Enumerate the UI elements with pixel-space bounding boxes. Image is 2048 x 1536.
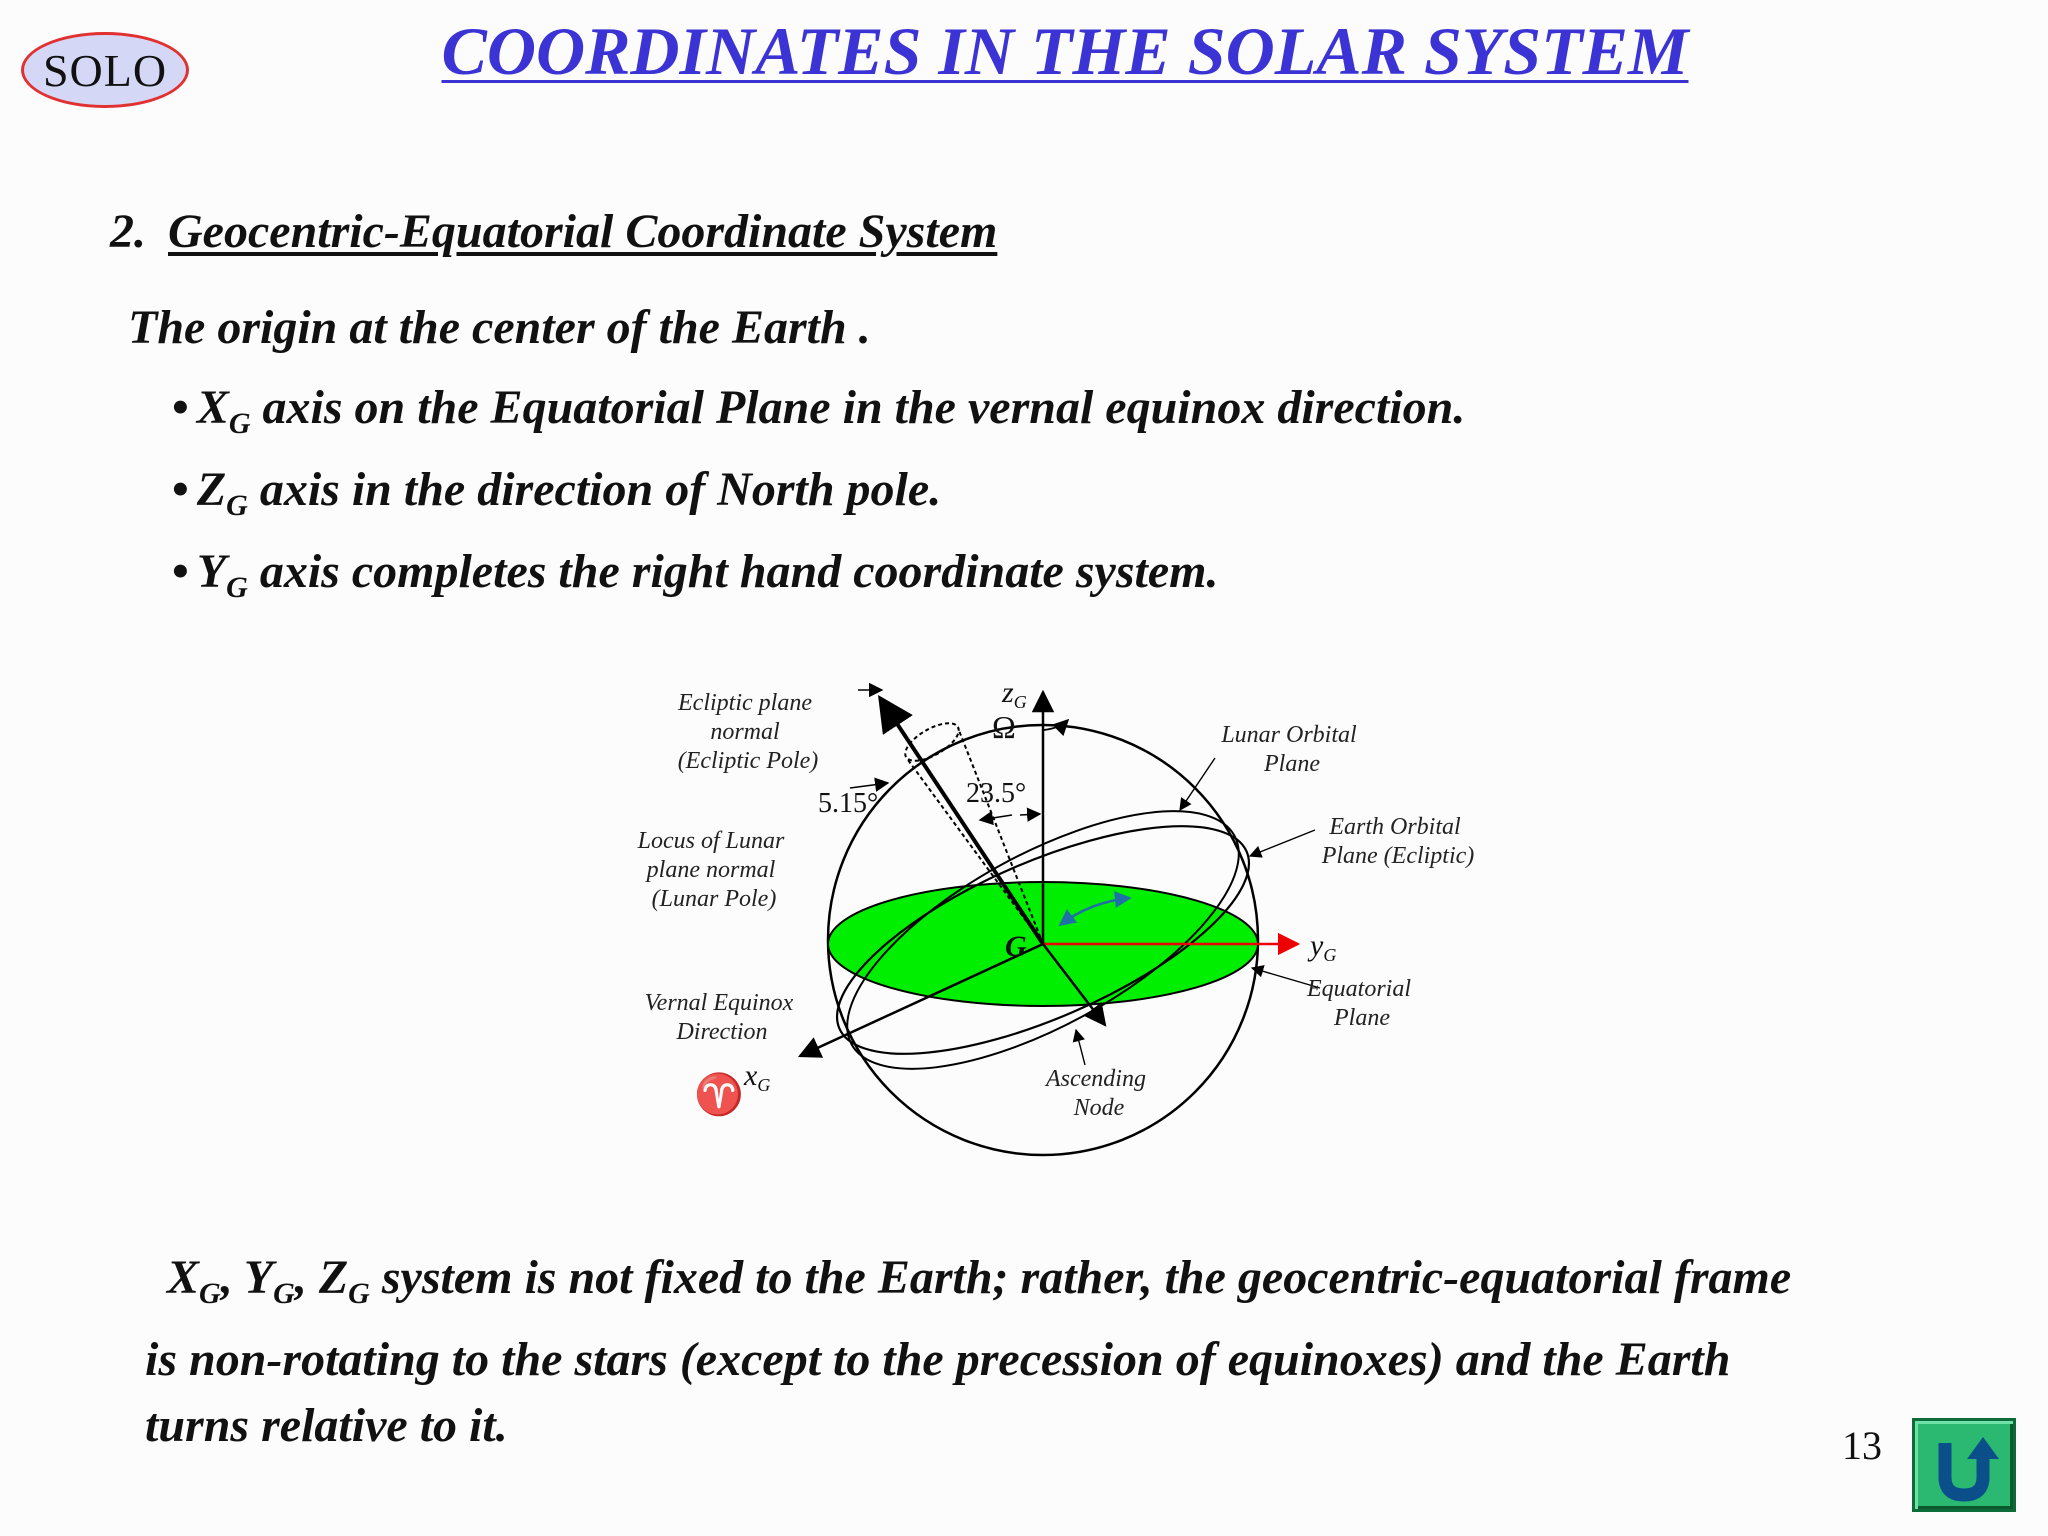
- section-heading: [110, 204, 997, 259]
- angle-ecliptic-label: 23.5°: [966, 778, 1027, 809]
- note-line-2: is non-rotating to the stars (except to the precession of equinoxes) and the Earth: [145, 1333, 1731, 1386]
- label-vernal-equinox: Vernal Equinox Direction: [644, 990, 794, 1045]
- bullet-z-axis: [172, 462, 1465, 544]
- bullet-subscript: G: [228, 407, 251, 440]
- angle-lunar-label: 5.15°: [818, 788, 879, 819]
- note-symbol: Z: [318, 1251, 349, 1304]
- frame-note: [145, 1245, 1945, 1459]
- u-turn-arrow-icon: [1915, 1421, 2013, 1509]
- y-axis-label: $y_G$: [1310, 929, 1337, 965]
- note-subscript: G: [199, 1277, 221, 1310]
- lunar-orbital-leader: [1180, 758, 1215, 810]
- bullet-y-axis: [172, 544, 1465, 626]
- bullet-text: axis on the Equatorial Plane in the vernal equinox direction.: [250, 381, 1466, 434]
- note-symbol: X: [167, 1251, 200, 1304]
- bullet-symbol: Y: [196, 545, 227, 598]
- label-earth-orbital: Earth Orbital Plane (Ecliptic): [1321, 814, 1475, 869]
- label-locus-lunar: Locus of Lunar plane normal (Lunar Pole): [637, 828, 785, 912]
- page-number: 13: [1842, 1423, 1882, 1468]
- label-lunar-orbital: Lunar Orbital Plane: [1221, 722, 1357, 777]
- solo-badge: SOLO: [21, 32, 189, 108]
- coordinate-system-diagram: [620, 670, 1520, 1170]
- bullet-subscript: G: [226, 489, 248, 522]
- bullet-symbol: Z: [196, 463, 227, 516]
- bullet-dot-icon: •: [172, 463, 189, 516]
- section-number: 2.: [110, 205, 146, 258]
- bullet-dot-icon: •: [172, 545, 189, 598]
- bullet-dot-icon: •: [172, 381, 189, 434]
- axis-bullet-list: [172, 380, 1465, 626]
- note-line-1: [145, 1245, 1945, 1327]
- angle-ecliptic-arrow-right: [1020, 814, 1040, 815]
- page-title: COORDINATES IN THE SOLAR SYSTEM: [441, 13, 1689, 89]
- center-label: G: [1005, 930, 1027, 963]
- bullet-symbol: X: [196, 381, 229, 434]
- note-subscript: G: [348, 1277, 370, 1310]
- ascending-node-leader: [1076, 1030, 1085, 1065]
- label-equatorial-plane: Equatorial Plane: [1306, 976, 1412, 1031]
- earth-orbital-leader: [1250, 830, 1315, 856]
- x-axis-label: $x_G$: [744, 1059, 771, 1095]
- section-heading-text: Geocentric-Equatorial Coordinate System: [168, 205, 998, 258]
- bullet-text: axis in the direction of North pole.: [247, 463, 942, 516]
- origin-statement: The origin at the center of the Earth .: [128, 301, 871, 354]
- aries-icon: ♈: [694, 1072, 744, 1117]
- bullet-x-axis: [172, 380, 1465, 462]
- note-subscript: G: [273, 1277, 295, 1310]
- note-symbol: Y: [243, 1251, 274, 1304]
- note-comma: ,: [220, 1251, 244, 1304]
- note-line-3: turns relative to it.: [145, 1399, 508, 1452]
- angle-ecliptic-arrow-left: [980, 815, 1012, 820]
- note-comma: ,: [294, 1251, 319, 1304]
- back-button[interactable]: [1912, 1418, 2016, 1512]
- z-axis-label: $z_G$: [1002, 676, 1027, 712]
- bullet-subscript: G: [226, 571, 248, 604]
- label-ecliptic-normal: Ecliptic plane normal (Ecliptic Pole): [677, 690, 819, 774]
- label-ascending-node: Ascending Node: [1046, 1066, 1146, 1121]
- note-line-1-text: system is not fixed to the Earth; rather, the geocentric-equatorial frame: [369, 1251, 1792, 1304]
- bullet-text: axis completes the right hand coordinate system.: [247, 545, 1219, 598]
- omega-symbol: Ω: [992, 709, 1016, 745]
